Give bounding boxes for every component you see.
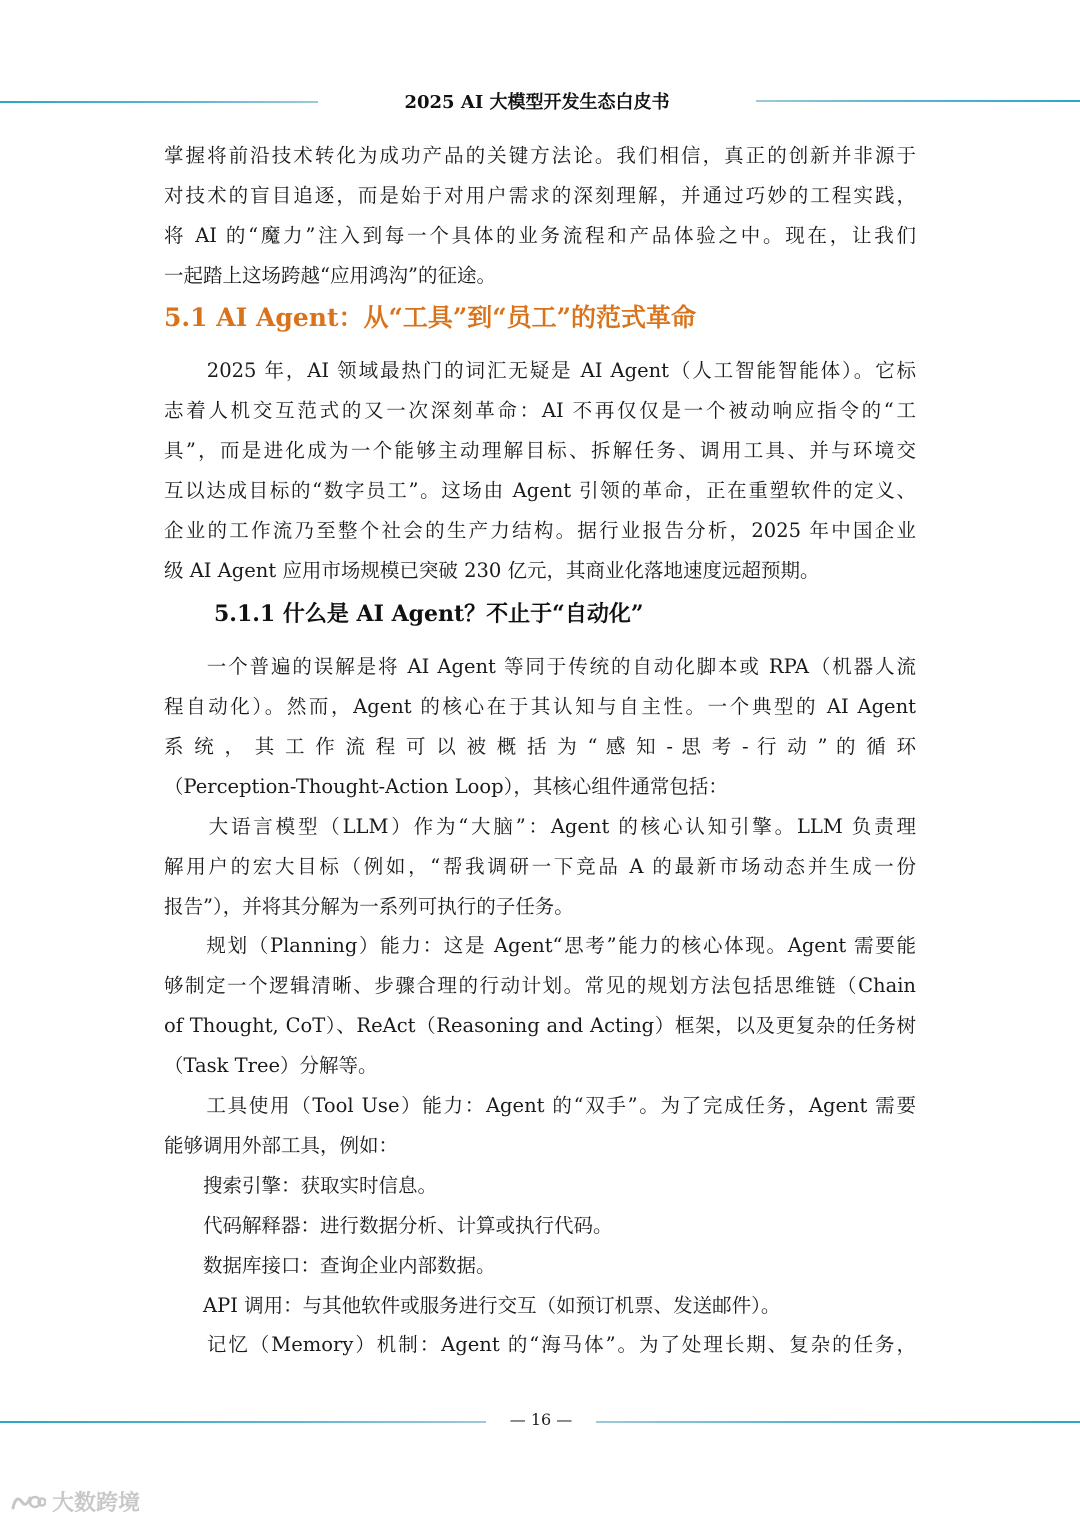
footer-rule-left	[0, 1421, 486, 1423]
body-line: of Thought, CoT）、ReAct（Reasoning and Acting）框架，以及更复杂的任务树	[164, 1014, 916, 1037]
body-line: 将 AI 的“魔力”注入到每一个具体的业务流程和产品体验之中。现在，让我们	[164, 224, 916, 247]
page-number: — 16 —	[509, 1410, 573, 1429]
body-line: 工具使用（Tool Use）能力：Agent 的“双手”。为了完成任务，Agent 需要	[164, 1094, 916, 1117]
body-line: 大语言模型（LLM）作为“大脑”：Agent 的核心认知引擎。LLM 负责理	[164, 815, 916, 838]
brand-logo-icon	[10, 1490, 46, 1514]
body-line: 系 统 ， 其 工 作 流 程 可 以 被 概 括 为 “ 感 知 - 思 考 - 行 动 ” 的 循 环	[164, 735, 916, 758]
watermark	[10, 1486, 140, 1517]
body-line: 一起踏上这场跨越“应用鸿沟”的征途。	[164, 264, 496, 287]
body-line: 能够调用外部工具，例如：	[164, 1134, 399, 1157]
page-header-title: 2025 AI 大模型开发生态白皮书	[404, 92, 670, 113]
body-line: 掌握将前沿技术转化为成功产品的关键方法论。我们相信，真正的创新并非源于	[164, 144, 916, 167]
header-rule-right	[756, 100, 1080, 102]
body-line: 够制定一个逻辑清晰、步骤合理的行动计划。常见的规划方法包括思维链（Chain	[164, 974, 916, 997]
body-line: 志着人机交互范式的又一次深刻革命：AI 不再仅仅是一个被动响应指令的“工	[164, 399, 916, 422]
body-line: 互以达成目标的“数字员工”。这场由 Agent 引领的革命，正在重塑软件的定义、	[164, 479, 916, 502]
tool-item-code: 代码解释器：进行数据分析、计算或执行代码。	[164, 1214, 613, 1237]
body-line: 对技术的盲目追逐，而是始于对用户需求的深刻理解，并通过巧妙的工程实践，	[164, 184, 916, 207]
body-line: 规划（Planning）能力：这是 Agent“思考”能力的核心体现。Agent 需要能	[164, 934, 916, 957]
body-line: （Task Tree）分解等。	[164, 1054, 378, 1077]
body-line: 具”，而是进化成为一个能够主动理解目标、拆解任务、调用工具、并与环境交	[164, 439, 916, 462]
body-line: 记忆（Memory）机制：Agent 的“海马体”。为了处理长期、复杂的任务，	[164, 1333, 916, 1356]
subsection-heading: 5.1.1 什么是 AI Agent？不止于“自动化”	[214, 601, 644, 627]
body-line: 一个普遍的误解是将 AI Agent 等同于传统的自动化脚本或 RPA（机器人流	[164, 655, 916, 678]
body-line: 解用户的宏大目标（例如，“帮我调研一下竞品 A 的最新市场动态并生成一份	[164, 855, 916, 878]
body-line: 程自动化）。然而，Agent 的核心在于其认知与自主性。一个典型的 AI Agent	[164, 695, 916, 718]
body-line: 级 AI Agent 应用市场规模已突破 230 亿元，其商业化落地速度远超预期。	[164, 559, 820, 582]
body-line: 企业的工作流乃至整个社会的生产力结构。据行业报告分析，2025 年中国企业	[164, 519, 916, 542]
body-line: （Perception-Thought-Action Loop），其核心组件通常包括：	[164, 775, 728, 798]
tool-item-database: 数据库接口：查询企业内部数据。	[164, 1254, 496, 1277]
body-line: 2025 年，AI 领域最热门的词汇无疑是 AI Agent（人工智能智能体）。它标	[164, 359, 916, 382]
footer-rule-right	[596, 1421, 1080, 1423]
section-heading: 5.1 AI Agent：从“工具”到“员工”的范式革命	[164, 303, 697, 332]
body-line: 报告”），并将其分解为一系列可执行的子任务。	[164, 895, 574, 918]
tool-item-api: API 调用：与其他软件或服务进行交互（如预订机票、发送邮件）。	[164, 1294, 781, 1317]
tool-item-search: 搜索引擎：获取实时信息。	[164, 1174, 438, 1197]
header-rule-left	[0, 101, 318, 103]
watermark-text: 大数跨境	[52, 1491, 141, 1516]
